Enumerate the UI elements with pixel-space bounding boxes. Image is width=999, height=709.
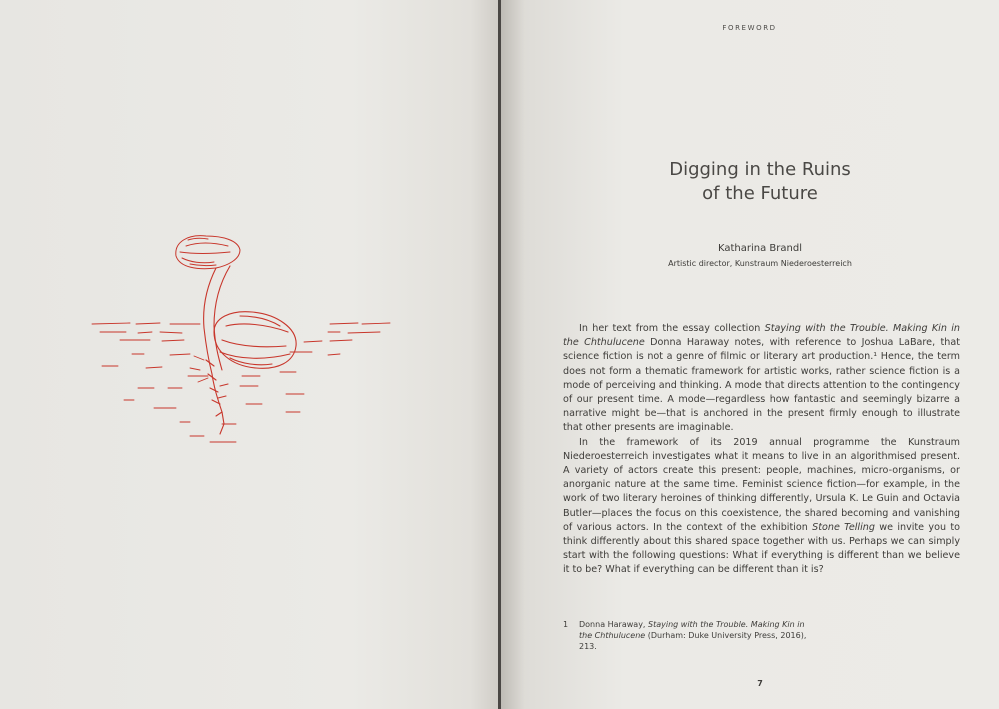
text-run: (Durham: Duke University Press, 2016), 213. [579,631,807,651]
running-head: FOREWORD [722,24,777,32]
right-page [500,0,999,709]
sprouting-seed-illustration [90,228,392,448]
exhibition-title: Stone Telling [812,521,875,533]
text-run: In her text from the essay collection [579,323,765,334]
text-run: Donna Haraway, [579,620,649,629]
title-line: of the Future [702,183,818,204]
paragraph [563,436,960,578]
footnote [563,619,813,652]
foreword-body [563,322,960,578]
text-run: In the framework of its 2019 annual programme the Kunstraum Niederoesterreich investigates what it means to live in an algorithmised present. A variety of actors create this present: people, machines, micro-organisms, or anorganic nature at the same time. Feminist science fiction—for example, in the work of two literary heroines of thinking differently, Ursula K. Le Guin and Octavia Butler—places the focus on this coexistence, the shared becoming and vanishing of various actors. In the context of the exhibition [563,436,960,533]
text-run: Donna Haraway notes, with reference to Joshua LaBare, that science fiction is not a genre of filmic or literary art production.¹ Hence, the term does not form a thematic framework for artistic works, rather science fiction is a mode of perceiving and thinking. A mode that directs attention to the contingency of our present time. A mode—regardless how fantastic and seemingly bizarre a narrative might be—that is anchored in the present firmly enough to illustrate that other presents are imaginable. [563,337,960,434]
footnote-text [579,619,813,652]
text-run: we invite you to think differently about this shared space together with us. Perhaps we can simply start with the following questions: What if everything is different than we believe it to be? What if everything can be different than it is? [563,521,960,576]
paragraph [563,322,960,436]
title-line: Digging in the Ruins [669,159,851,180]
footnote-number: 1 [563,620,569,629]
book-gutter [498,0,501,709]
author-affiliation: Artistic director, Kunstraum Niederoesterreich [668,259,852,268]
author-name: Katharina Brandl [718,243,802,254]
book-title: Staying with the Trouble. Making Kin in the Chthulucene [563,323,961,349]
chapter-title [500,158,999,206]
page-number: 7 [757,679,763,688]
footnote-book-title: Staying with the Trouble. Making Kin in the Chthulucene [579,620,805,640]
